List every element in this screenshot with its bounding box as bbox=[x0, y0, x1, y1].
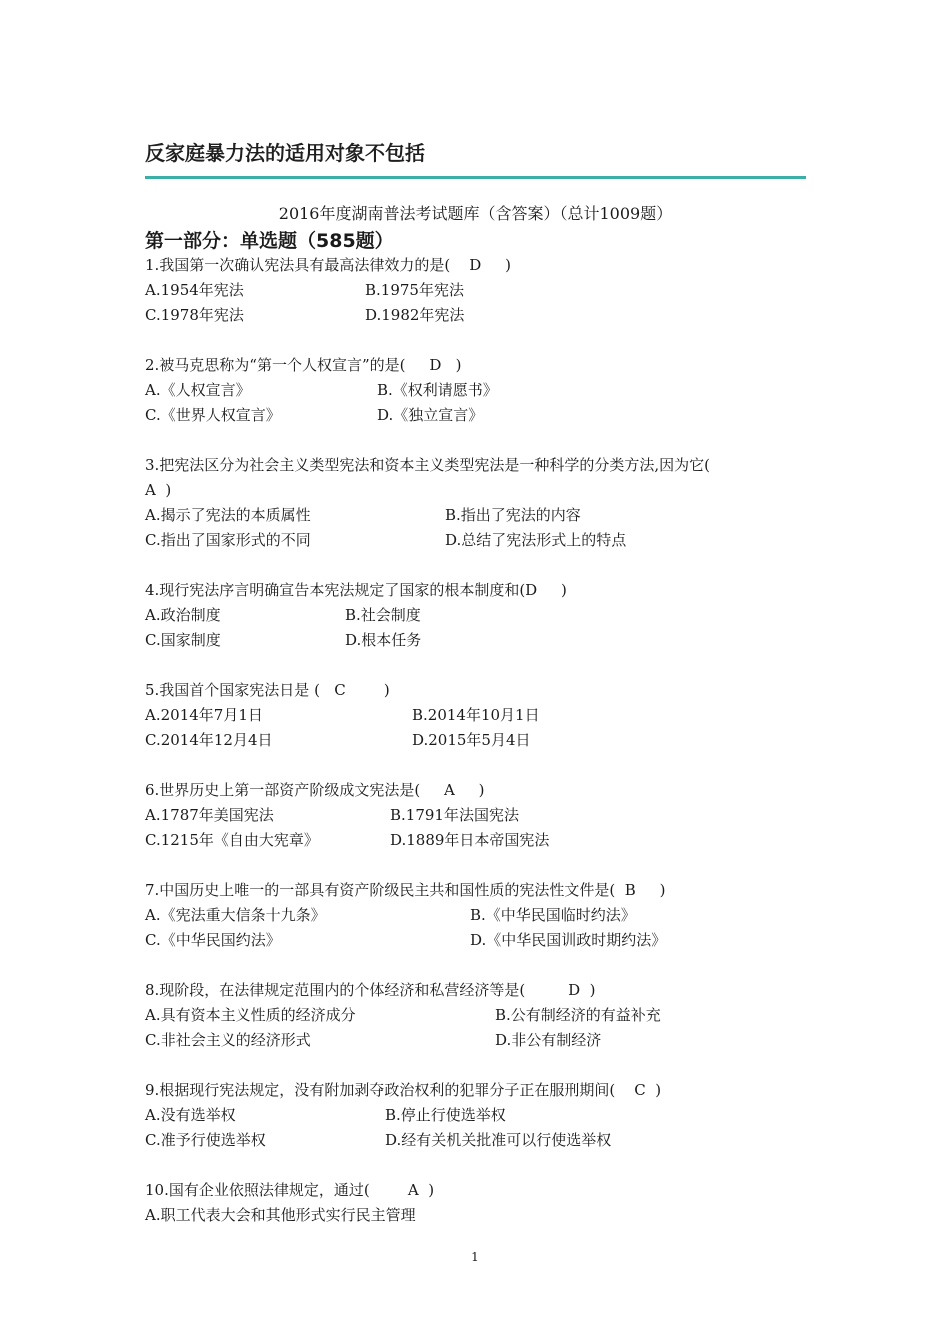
answer-option: A.揭示了宪法的本质属性 bbox=[145, 506, 311, 524]
page-number: 1 bbox=[471, 1250, 479, 1264]
answer-option: D.《独立宣言》 bbox=[377, 406, 484, 424]
answer-option: C.非社会主义的经济形式 bbox=[145, 1031, 311, 1049]
question-stem: 4.现行宪法序言明确宣告本宪法规定了国家的根本制度和(D ) bbox=[145, 581, 567, 599]
answer-option: B.指出了宪法的内容 bbox=[445, 506, 581, 524]
question-item bbox=[145, 353, 806, 428]
answer-option: B.1975年宪法 bbox=[365, 281, 464, 299]
question-item bbox=[145, 878, 806, 953]
option-row bbox=[145, 278, 806, 303]
question-item bbox=[145, 678, 806, 753]
answer-option: B.2014年10月1日 bbox=[412, 706, 540, 724]
answer-option: C.1978年宪法 bbox=[145, 306, 244, 324]
option-row bbox=[145, 828, 806, 853]
answer-option: A.没有选举权 bbox=[145, 1106, 236, 1124]
question-stem-continued: A ) bbox=[145, 481, 172, 499]
question-item bbox=[145, 578, 806, 653]
answer-option: C.国家制度 bbox=[145, 631, 221, 649]
question-stem: 6.世界历史上第一部资产阶级成文宪法是( A ) bbox=[145, 781, 485, 799]
answer-option: B.1791年法国宪法 bbox=[390, 806, 519, 824]
answer-option: D.经有关机关批准可以行使选举权 bbox=[385, 1131, 612, 1149]
document-title: 2016年度湖南普法考试题库（含答案）（总计1009题） bbox=[278, 204, 673, 223]
option-row bbox=[145, 928, 806, 953]
answer-option: B.《权利请愿书》 bbox=[377, 381, 498, 399]
question-item bbox=[145, 778, 806, 853]
question-stem: 10.国有企业依照法律规定，通过( A ) bbox=[145, 1181, 435, 1199]
answer-option: D.1982年宪法 bbox=[365, 306, 465, 324]
option-row bbox=[145, 628, 806, 653]
question-list bbox=[145, 253, 806, 1253]
question-item bbox=[145, 453, 806, 553]
answer-option: A.职工代表大会和其他形式实行民主管理 bbox=[145, 1206, 416, 1224]
option-row bbox=[145, 1128, 806, 1153]
answer-option: A.政治制度 bbox=[145, 606, 221, 624]
option-row bbox=[145, 603, 806, 628]
question-stem: 5.我国首个国家宪法日是 ( C ) bbox=[145, 681, 390, 699]
question-stem: 1.我国第一次确认宪法具有最高法律效力的是( D ) bbox=[145, 256, 511, 274]
answer-option: C.指出了国家形式的不同 bbox=[145, 531, 311, 549]
answer-option: B.《中华民国临时约法》 bbox=[470, 906, 636, 924]
question-item bbox=[145, 978, 806, 1053]
answer-option: D.1889年日本帝国宪法 bbox=[390, 831, 550, 849]
option-row bbox=[145, 528, 806, 553]
answer-option: C.《世界人权宣言》 bbox=[145, 406, 281, 424]
answer-option: B.停止行使选举权 bbox=[385, 1106, 506, 1124]
option-row bbox=[145, 803, 806, 828]
option-row bbox=[145, 378, 806, 403]
answer-option: D.2015年5月4日 bbox=[412, 731, 531, 749]
question-item bbox=[145, 253, 806, 328]
question-stem: 3.把宪法区分为社会主义类型宪法和资本主义类型宪法是一种科学的分类方法,因为它( bbox=[145, 456, 710, 474]
question-stem: 9.根据现行宪法规定，没有附加剥夺政治权利的犯罪分子正在服刑期间( C ) bbox=[145, 1081, 662, 1099]
heading-divider bbox=[145, 176, 806, 179]
answer-option: A.2014年7月1日 bbox=[145, 706, 263, 724]
option-row bbox=[145, 1028, 806, 1053]
answer-option: D.根本任务 bbox=[345, 631, 422, 649]
answer-option: A.1954年宪法 bbox=[145, 281, 244, 299]
page-heading: 反家庭暴力法的适用对象不包括 bbox=[145, 141, 425, 165]
answer-option: A.《人权宣言》 bbox=[145, 381, 251, 399]
question-item bbox=[145, 1078, 806, 1153]
option-row bbox=[145, 503, 806, 528]
answer-option: C.《中华民国约法》 bbox=[145, 931, 281, 949]
option-row bbox=[145, 303, 806, 328]
question-item bbox=[145, 1178, 806, 1228]
answer-option: A.具有资本主义性质的经济成分 bbox=[145, 1006, 356, 1024]
question-stem: 7.中国历史上唯一的一部具有资产阶级民主共和国性质的宪法性文件是( B ) bbox=[145, 881, 666, 899]
answer-option: D.《中华民国训政时期约法》 bbox=[470, 931, 667, 949]
option-row bbox=[145, 903, 806, 928]
option-row bbox=[145, 728, 806, 753]
option-row bbox=[145, 1003, 806, 1028]
option-row bbox=[145, 1203, 806, 1228]
answer-option: D.总结了宪法形式上的特点 bbox=[445, 531, 627, 549]
answer-option: C.1215年《自由大宪章》 bbox=[145, 831, 319, 849]
answer-option: A.《宪法重大信条十九条》 bbox=[145, 906, 326, 924]
option-row bbox=[145, 703, 806, 728]
answer-option: A.1787年美国宪法 bbox=[145, 806, 274, 824]
question-stem: 2.被马克思称为“第一个人权宣言”的是( D ) bbox=[145, 356, 462, 374]
answer-option: B.公有制经济的有益补充 bbox=[495, 1006, 661, 1024]
part-title: 第一部分：单选题（585题） bbox=[145, 230, 394, 252]
answer-option: B.社会制度 bbox=[345, 606, 421, 624]
question-stem: 8.现阶段，在法律规定范围内的个体经济和私营经济等是( D ) bbox=[145, 981, 596, 999]
option-row bbox=[145, 403, 806, 428]
option-row bbox=[145, 1103, 806, 1128]
answer-option: C.准予行使选举权 bbox=[145, 1131, 266, 1149]
answer-option: D.非公有制经济 bbox=[495, 1031, 602, 1049]
answer-option: C.2014年12月4日 bbox=[145, 731, 273, 749]
